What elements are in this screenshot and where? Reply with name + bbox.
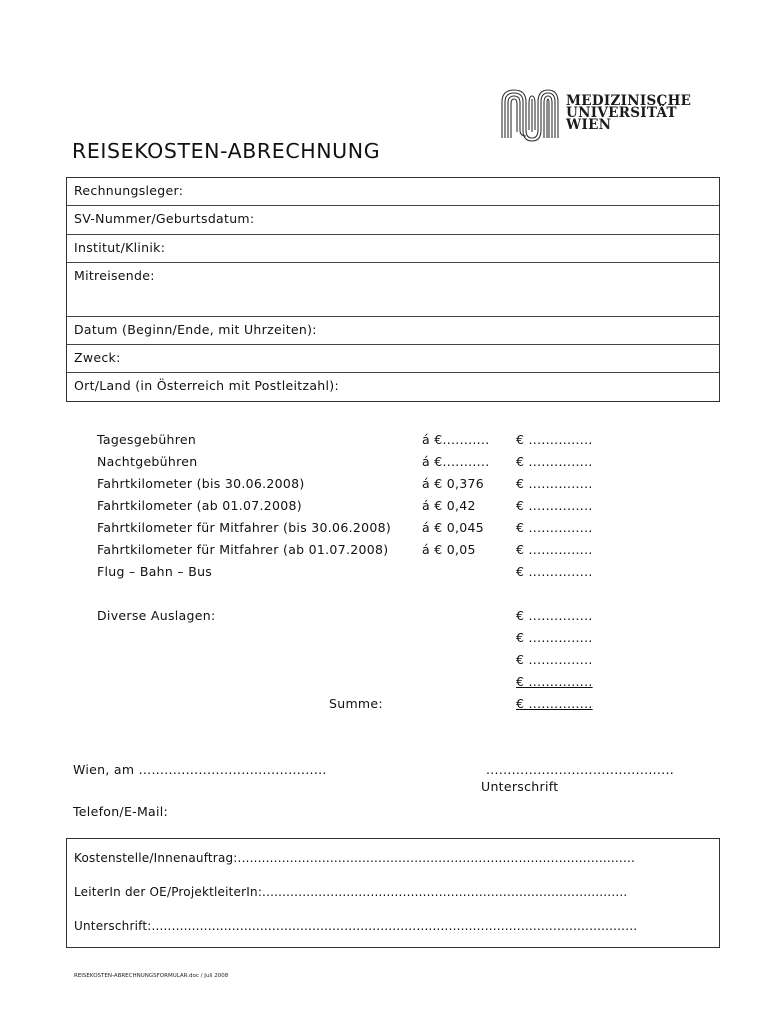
cost-rate-tagesgebuehren[interactable]: á €........... [422,432,490,447]
cost-label-mitfahrer-ab: Fahrtkilometer für Mitfahrer (ab 01.07.2008) [97,542,389,557]
cost-label-flug-bahn-bus: Flug – Bahn – Bus [97,564,213,579]
field-label: Ort/Land (in Österreich mit Postleitzahl): [74,378,339,393]
field-label: Institut/Klinik: [74,240,166,255]
kostenstelle-field[interactable]: Kostenstelle/Innenauftrag:................................................................................................... [74,851,635,865]
diverse-amount-4[interactable]: € ............... [516,674,593,689]
cost-amount-mitfahrer-bis[interactable]: € ............... [516,520,593,535]
traveler-info-table [66,177,720,402]
field-ort-land[interactable] [67,373,719,401]
cost-rate-fahrtkm-ab: á € 0,42 [422,498,476,513]
cost-label-mitfahrer-bis: Fahrtkilometer für Mitfahrer (bis 30.06.2008) [97,520,392,535]
leiterin-field[interactable]: LeiterIn der OE/ProjektleiterIn:........................................................................................... [74,885,628,899]
approval-signature-field[interactable]: Unterschrift:......................................................................................................................... [74,919,638,933]
cost-label-nachtgebuehren: Nachtgebühren [97,454,198,469]
place-date-field[interactable]: Wien, am ............................................ [73,762,327,777]
field-mitreisende[interactable] [67,263,719,317]
field-label: Zweck: [74,350,121,365]
page-title: REISEKOSTEN-ABRECHNUNG [72,139,381,163]
cost-rate-mitfahrer-bis: á € 0,045 [422,520,485,535]
cost-amount-flug-bahn-bus[interactable]: € ............... [516,564,593,579]
field-datum[interactable] [67,317,719,345]
cost-label-fahrtkm-ab: Fahrtkilometer (ab 01.07.2008) [97,498,302,513]
field-sv-nummer[interactable] [67,206,719,235]
approval-box [66,838,720,948]
cost-amount-fahrtkm-ab[interactable]: € ............... [516,498,593,513]
cost-rate-nachtgebuehren[interactable]: á €........... [422,454,490,469]
field-label: Datum (Beginn/Ende, mit Uhrzeiten): [74,322,317,337]
summe-amount[interactable]: € ............... [516,696,593,711]
field-rechnungsleger[interactable] [67,178,719,206]
document-footer: REISEKOSTEN-ABRECHNUNGSFORMULAR.doc / Juli 2008 [74,973,229,979]
field-institut[interactable] [67,235,719,263]
cost-amount-nachtgebuehren[interactable]: € ............... [516,454,593,469]
cost-amount-fahrtkm-bis[interactable]: € ............... [516,476,593,491]
signature-line[interactable]: ............................................ [486,762,675,777]
cost-label-tagesgebuehren: Tagesgebühren [97,432,197,447]
cost-amount-mitfahrer-ab[interactable]: € ............... [516,542,593,557]
logo-line-3: WIEN [566,117,612,133]
diverse-amount-3[interactable]: € ............... [516,652,593,667]
cost-rate-mitfahrer-ab: á € 0,05 [422,542,476,557]
field-zweck[interactable] [67,345,719,373]
field-label: Mitreisende: [74,268,155,283]
field-label: SV-Nummer/Geburtsdatum: [74,211,255,226]
logo-line-2: UNIVERSITÄT [566,105,677,121]
field-label: Rechnungsleger: [74,183,184,198]
signature-label: Unterschrift [481,779,559,794]
diverse-label: Diverse Auslagen: [97,608,216,623]
university-logo [498,86,698,142]
diverse-amount-1[interactable]: € ............... [516,608,593,623]
contact-field[interactable]: Telefon/E-Mail: [73,804,169,819]
cost-amount-tagesgebuehren[interactable]: € ............... [516,432,593,447]
summe-label: Summe: [329,696,383,711]
logo-line-1: MEDIZINISCHE [566,93,692,109]
diverse-amount-2[interactable]: € ............... [516,630,593,645]
cost-rate-fahrtkm-bis: á € 0,376 [422,476,485,491]
medizinische-universitaet-wien-logo-icon [498,86,560,142]
cost-label-fahrtkm-bis: Fahrtkilometer (bis 30.06.2008) [97,476,305,491]
